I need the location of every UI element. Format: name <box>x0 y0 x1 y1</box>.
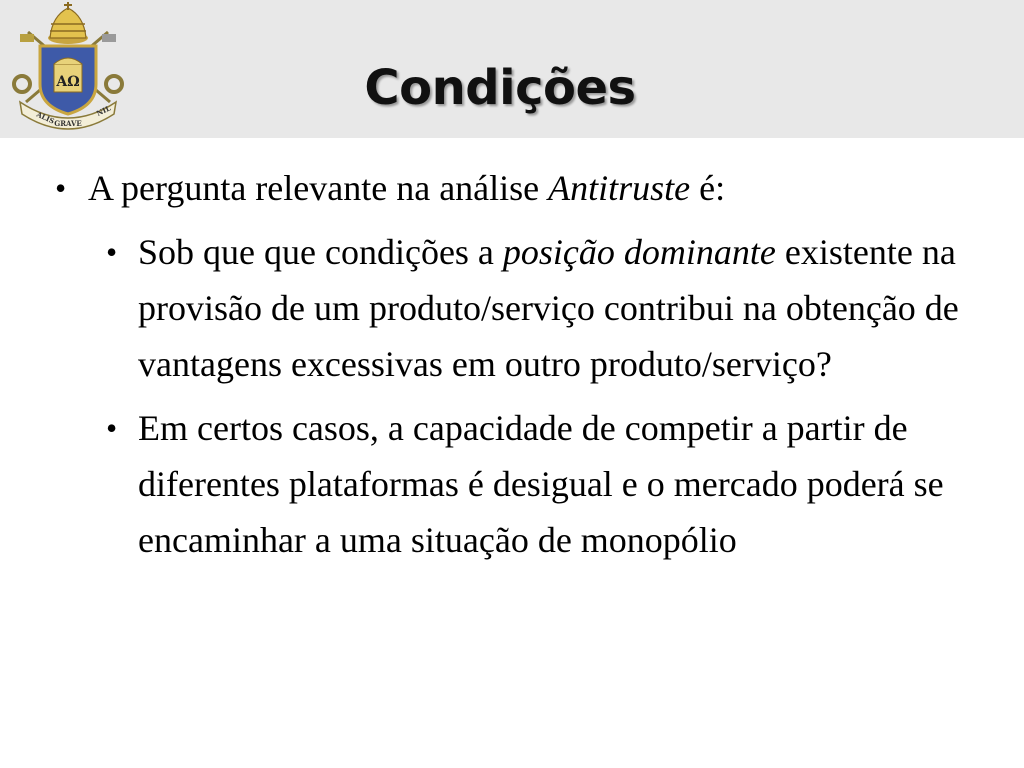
motto-right: NIL <box>95 103 113 118</box>
shield-letters: ΑΩ <box>56 74 80 90</box>
motto-left: ALIS <box>35 109 56 126</box>
bullet1-1-text-after: existente na provisão de um produto/serviço contribui na obtenção de vantagens excessivas em outro produto/serviço? <box>138 232 959 384</box>
motto-center: GRAVE <box>54 119 82 128</box>
bullet-item-level2 <box>0 400 1024 568</box>
slide-body <box>0 160 1024 568</box>
bullet-item-level1 <box>0 160 1024 216</box>
bullet1-2-text: Em certos casos, a capacidade de competir a partir de diferentes plataformas é desigual e o mercado poderá se encaminhar a uma situação de monopólio <box>138 408 944 560</box>
bullet-item-level2 <box>0 224 1024 392</box>
page-title: Condições <box>364 60 636 116</box>
bullet1-text-before: A pergunta relevante na análise <box>88 168 549 208</box>
bullet1-1-text-before: Sob que que condições a <box>138 232 503 272</box>
bullet1-text-after: é: <box>690 168 726 208</box>
bullet1-text-italic: Antitruste <box>548 168 691 208</box>
bullet1-1-text-italic: posição dominante <box>502 232 776 272</box>
